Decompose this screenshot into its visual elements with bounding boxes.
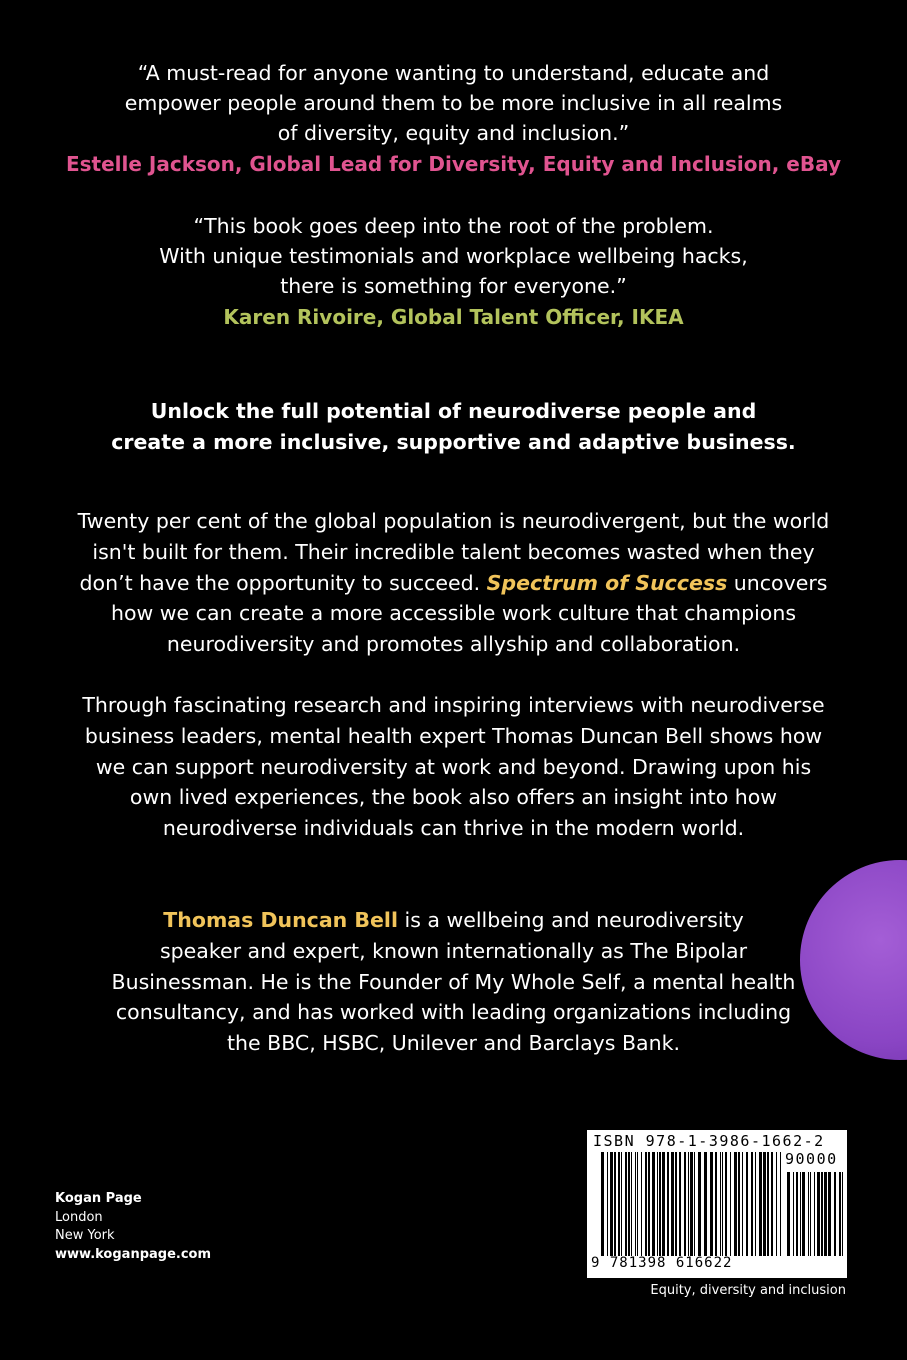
barcode-bar: [715, 1152, 717, 1256]
barcode-bar: [780, 1152, 781, 1256]
isbn-label: ISBN 978-1-3986-1662-2: [593, 1132, 825, 1150]
barcode-bar: [787, 1172, 790, 1256]
barcode-bar: [734, 1152, 737, 1256]
tagline-line: create a more inclusive, supportive and adaptive business.: [111, 430, 796, 454]
barcode-bar: [771, 1152, 773, 1256]
quote-line: “This book goes deep into the root of the problem.: [193, 214, 714, 238]
bio-line: speaker and expert, known internationally as The Bipolar: [159, 938, 748, 963]
barcode-bar: [662, 1152, 665, 1256]
barcode-bar: [710, 1152, 713, 1256]
barcode-bar: [725, 1152, 727, 1256]
barcode-bar: [730, 1152, 731, 1256]
barcode-bar: [793, 1172, 794, 1256]
author-name: Thomas Duncan Bell: [163, 908, 398, 932]
barcode-bar: [694, 1152, 695, 1256]
barcode-bar: [767, 1152, 769, 1256]
barcode-bar: [637, 1152, 638, 1256]
barcode-bar: [641, 1152, 642, 1256]
barcode-bar: [817, 1172, 820, 1256]
barcode-bar: [746, 1152, 748, 1256]
endorsement-quote-2: [0, 211, 907, 333]
barcode-bar: [628, 1152, 630, 1256]
author-bio: [0, 905, 907, 1059]
barcode-bar: [763, 1152, 766, 1256]
publisher-city: New York: [55, 1228, 115, 1243]
barcode-bar: [802, 1172, 805, 1256]
publisher-website: www.koganpage.com: [55, 1246, 212, 1262]
barcode-bar: [808, 1172, 809, 1256]
barcode-bar: [759, 1152, 762, 1256]
barcode-bar: [796, 1172, 798, 1256]
tagline-line: Unlock the full potential of neurodiverse people and: [150, 399, 757, 423]
publisher-info: [55, 1190, 211, 1264]
barcode-bar: [800, 1172, 801, 1256]
paragraph-text: uncovers: [727, 570, 828, 595]
bio-line: [0, 905, 907, 936]
barcode-bar: [635, 1152, 636, 1256]
bio-line: the BBC, HSBC, Unilever and Barclays Bank.: [227, 1031, 680, 1056]
bio-text: is a wellbeing and neurodiversity: [397, 908, 744, 932]
barcode-bar: [679, 1152, 681, 1256]
barcode-bar: [776, 1152, 777, 1256]
barcode-bar: [645, 1152, 647, 1256]
book-title: Spectrum of Success: [486, 570, 728, 595]
quote-attribution: Estelle Jackson, Global Lead for Diversity, Equity and Inclusion, eBay: [65, 152, 842, 176]
barcode-bar: [839, 1172, 841, 1256]
barcode-bar: [738, 1152, 740, 1256]
barcode-bar: [667, 1152, 669, 1256]
paragraph-line: neurodiversity and promotes allyship and collaboration.: [166, 632, 741, 657]
barcode-bar: [690, 1152, 693, 1256]
quote-attribution: Karen Rivoire, Global Talent Officer, IKEA: [223, 305, 684, 329]
publisher-name: Kogan Page: [55, 1191, 142, 1206]
isbn-barcode: [587, 1130, 847, 1278]
barcode-bar: [648, 1152, 650, 1256]
barcode-bar: [671, 1152, 674, 1256]
barcode-bar: [618, 1152, 620, 1256]
barcode-bar: [720, 1152, 721, 1256]
paragraph-line: neurodiverse individuals can thrive in the modern world.: [162, 816, 745, 841]
quote-line: of diversity, equity and inclusion.”: [277, 121, 630, 145]
barcode-bar: [698, 1152, 701, 1256]
barcode-bar: [684, 1152, 686, 1256]
paragraph-line: business leaders, mental health expert Thomas Duncan Bell shows how: [84, 723, 823, 748]
barcode-bar: [834, 1172, 836, 1256]
paragraph-line: how we can create a more accessible work culture that champions: [110, 601, 797, 626]
endorsement-quote-1: [0, 58, 907, 180]
barcode-bar: [814, 1172, 815, 1256]
barcode-bar: [657, 1152, 658, 1256]
barcode-bar: [842, 1172, 843, 1256]
book-category: Equity, diversity and inclusion: [650, 1283, 846, 1298]
barcode-bar: [742, 1152, 743, 1256]
barcode-bar: [614, 1152, 616, 1256]
barcode-bar: [625, 1152, 627, 1256]
barcode-bar: [751, 1152, 753, 1256]
paragraph-line: [0, 568, 907, 599]
bio-line: Businessman. He is the Founder of My Whole Self, a mental health: [111, 969, 796, 994]
barcode-bar: [755, 1152, 756, 1256]
barcode-bar: [607, 1152, 608, 1256]
quote-line: With unique testimonials and workplace wellbeing hacks,: [159, 244, 748, 268]
bio-line: consultancy, and has worked with leading organizations including: [115, 1000, 792, 1025]
quote-line: there is something for everyone.”: [280, 274, 627, 298]
description-paragraph-1: [0, 506, 907, 660]
barcode-bar: [704, 1152, 707, 1256]
barcode-bar: [601, 1152, 604, 1256]
paragraph-line: we can support neurodiversity at work and beyond. Drawing upon his: [95, 754, 812, 779]
paragraph-line: own lived experiences, the book also offers an insight into how: [129, 785, 778, 810]
tagline: [0, 396, 907, 458]
paragraph-line: isn't built for them. Their incredible talent becomes wasted when they: [92, 539, 815, 564]
barcode-bar: [675, 1152, 677, 1256]
barcode-bar: [821, 1172, 823, 1256]
barcode-number: 9 781398 616622: [591, 1255, 733, 1271]
price-code: 90000: [785, 1150, 838, 1168]
barcode-bar: [722, 1152, 723, 1256]
paragraph-line: Through fascinating research and inspiring interviews with neurodiverse: [82, 693, 825, 717]
paragraph-text: don’t have the opportunity to succeed.: [79, 570, 487, 595]
barcode-bar: [810, 1172, 811, 1256]
barcode-bar: [652, 1152, 655, 1256]
barcode-bar: [631, 1152, 632, 1256]
addon-barcode-bars: [787, 1172, 843, 1256]
barcode-bars: [601, 1152, 783, 1256]
barcode-bar: [610, 1152, 613, 1256]
quote-line: “A must-read for anyone wanting to understand, educate and: [137, 61, 770, 85]
paragraph-line: Twenty per cent of the global population is neurodivergent, but the world: [77, 509, 830, 533]
quote-line: empower people around them to be more inclusive in all realms: [124, 91, 783, 115]
barcode-bar: [621, 1152, 622, 1256]
barcode-bar: [659, 1152, 661, 1256]
barcode-bar: [688, 1152, 689, 1256]
publisher-city: London: [55, 1209, 103, 1225]
barcode-bar: [828, 1172, 831, 1256]
barcode-bar: [824, 1172, 827, 1256]
description-paragraph-2: [0, 690, 907, 844]
